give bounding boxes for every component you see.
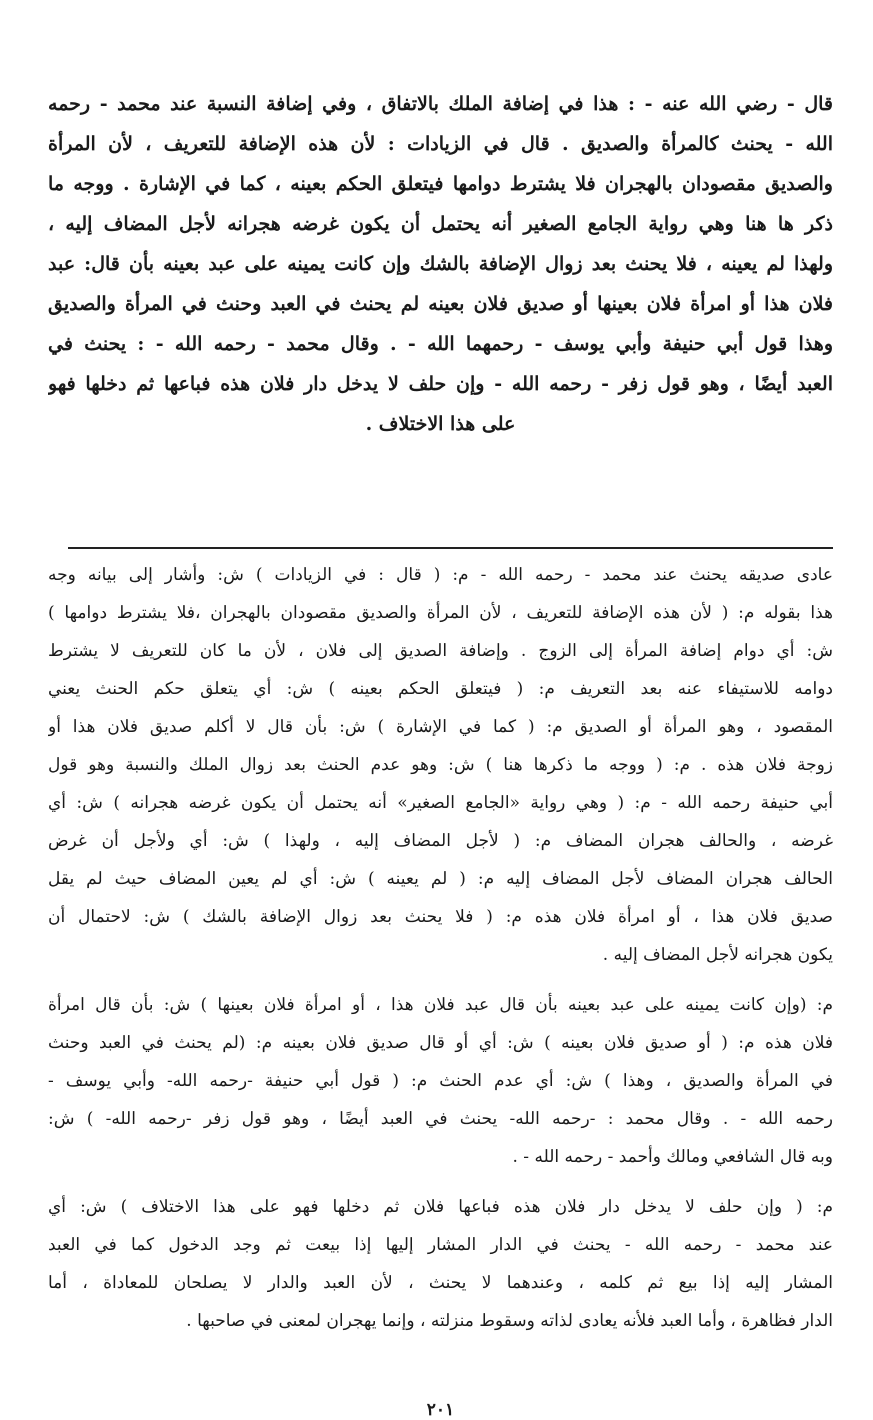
commentary-paragraph (48, 986, 833, 1176)
main-text-line: والصديق مقصودان بالهجران فلا يشترط دوامها فيتعلق الحكم بعينه ، كما في الإشارة . ووجه ما (48, 173, 833, 195)
main-text-line: العبد أيضًا ، وهو قول زفر - رحمه الله - وإن حلف لا يدخل دار فلان هذه فباعها ثم دخلها فهو (48, 373, 833, 395)
main-text-line: وهذا قول أبي حنيفة وأبي يوسف - رحمهما الله - . وقال محمد - رحمه الله - : يحنث في (48, 333, 833, 355)
commentary-line: زوجة فلان هذه . م: ( ووجه ما ذكرها هنا ) ش: وهو عدم الحنث بعد زوال الملك والنسبة وهو قول (48, 755, 833, 775)
commentary-paragraph (48, 556, 833, 974)
main-text-line: ذكر ها هنا وهي رواية الجامع الصغير أنه يحتمل أن يكون غرضه هجرانه لأجل المضاف إليه ، (48, 213, 833, 235)
main-text-line: فلان هذا أو امرأة فلان بعينها أو صديق فلان بعينه لم يحنث في العبد وحنث في المرأة والصديق (48, 293, 833, 315)
commentary-line: عند محمد - رحمه الله - يحنث في الدار المشار إليها إذا بيعت ثم وجد الدخول كما في العبد (48, 1235, 833, 1255)
commentary-line: غرضه ، والحالف هجران المضاف م: ( لأجل المضاف إليه ، ولهذا ) ش: أي ولأجل أن غرض (48, 831, 833, 851)
commentary-line: رحمه الله - . وقال محمد : -رحمه الله- يحنث في العبد أيضًا ، وهو قول زفر -رحمه الله- ) ش: (48, 1109, 833, 1129)
commentary-line: أبي حنيفة رحمه الله - م: ( وهي رواية «الجامع الصغير» أنه يحتمل أن يكون غرضه هجرانه ) ش: أي (48, 793, 833, 813)
commentary (48, 556, 833, 1340)
main-text-line: الله - يحنث كالمرأة والصديق . قال في الزيادات : لأن هذه الإضافة للتعريف ، لأن المرأة (48, 133, 833, 155)
commentary-line: ش: أي دوام إضافة المرأة إلى الزوج . وإضافة الصديق إلى فلان ، لأن ما كان للتعريف لا يشترط (48, 641, 833, 661)
commentary-line: الدار فظاهرة ، وأما العبد فلأنه يعادى لذاته وسقوط منزلته ، وإنما يهجران لمعنى في صاحبها . (186, 1311, 833, 1331)
commentary-line: دوامه للاستيفاء عنه بعد التعريف م: ( فيتعلق الحكم بعينه ) ش: أي يتعلق حكم الحنث يعني (48, 679, 833, 699)
paragraph-spacer (48, 974, 833, 986)
commentary-line: يكون هجرانه لأجل المضاف إليه . (602, 945, 833, 965)
book-page (48, 84, 833, 1420)
commentary-paragraph (48, 1188, 833, 1340)
commentary-line: عادى صديقه يحنث عند محمد - رحمه الله - م: ( قال : في الزيادات ) ش: وأشار إلى بيانه وجه (48, 565, 833, 585)
commentary-line: وبه قال الشافعي ومالك وأحمد - رحمه الله - . (512, 1147, 833, 1167)
commentary-line: هذا بقوله م: ( لأن هذه الإضافة للتعريف ، لأن المرأة والصديق مقصودان بالهجران ،فلا يشترط دوامها ) (48, 603, 833, 623)
commentary-line: في المرأة والصديق ، وهذا ) ش: أي عدم الحنث م: ( قول أبي حنيفة -رحمه الله- وأبي يوسف - (48, 1071, 833, 1091)
commentary-line: الحالف هجران المضاف لأجل المضاف إليه م: ( لم يعينه ) ش: أي لم يعين المضاف حيث لم يقل (48, 869, 833, 889)
commentary-line: صديق فلان هذا ، أو امرأة فلان هذه م: ( فلا يحنث بعد زوال الإضافة بالشك ) ش: لاحتمال أن (48, 907, 833, 927)
paragraph-spacer (48, 1176, 833, 1188)
commentary-line: المقصود ، وهو المرأة أو الصديق م: ( كما في الإشارة ) ش: بأن قال لا أكلم صديق فلان هذا أو (48, 717, 833, 737)
main-text-line: ولهذا لم يعينه ، فلا يحنث بعد زوال الإضافة بالشك وإن كانت يمينه على عبد بعينه بأن قال: عبد (48, 253, 833, 275)
main-text-last-line: على هذا الاختلاف . (365, 413, 516, 435)
page-number: ٢٠١ (426, 1400, 455, 1420)
main-text (48, 84, 833, 444)
commentary-line: المشار إليه إذا بيع ثم كلمه ، وعندهما لا يحنث ، لأن العبد والدار لا يصلحان للمعاداة ، أما (48, 1273, 833, 1293)
commentary-line: فلان هذه م: ( أو صديق فلان بعينه ) ش: أي أو قال صديق فلان بعينه م: (لم يحنث في العبد وحنث (48, 1033, 833, 1053)
section-divider (68, 547, 833, 549)
commentary-line: م: ( وإن حلف لا يدخل دار فلان هذه فباعها فلان ثم دخلها فهو على هذا الاختلاف ) ش: أي (48, 1197, 833, 1217)
main-text-line: قال - رضي الله عنه - : هذا في إضافة الملك بالاتفاق ، وفي إضافة النسبة عند محمد - رحمه (48, 93, 833, 115)
commentary-line: م: (وإن كانت يمينه على عبد بعينه بأن قال عبد فلان هذا ، أو امرأة فلان بعينها ) ش: بأن قال امرأة (48, 995, 833, 1015)
